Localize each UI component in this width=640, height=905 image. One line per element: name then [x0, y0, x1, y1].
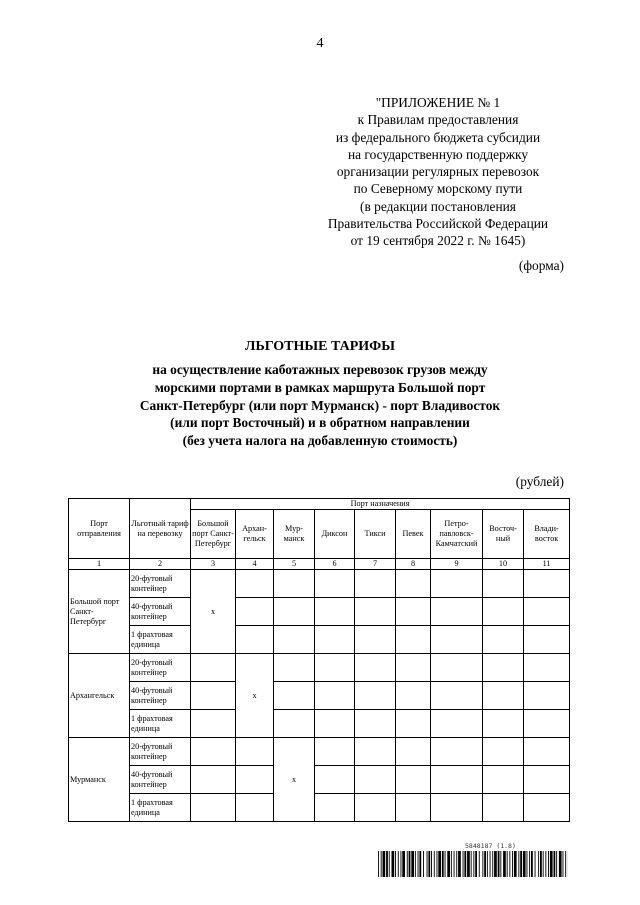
barcode-bar	[484, 851, 486, 877]
tariff-cell	[396, 794, 431, 822]
tariff-cell	[524, 654, 570, 682]
tariff-cell	[355, 766, 396, 794]
barcode-bar	[563, 851, 564, 877]
tariff-cell	[483, 654, 524, 682]
tariff-cell	[483, 738, 524, 766]
tariff-cell	[315, 654, 355, 682]
cross-mark: x	[236, 654, 274, 738]
table-row	[69, 598, 570, 626]
barcode-bar	[411, 851, 414, 877]
cargo-type-cell: 20-футовый контейнер	[130, 570, 191, 598]
table-row	[69, 794, 570, 822]
column-number: 3	[191, 559, 236, 570]
column-number: 7	[355, 559, 396, 570]
tariff-cell	[483, 682, 524, 710]
cargo-type-cell: 20-футовый контейнер	[130, 738, 191, 766]
barcode-bar	[423, 851, 424, 877]
tariff-cell	[396, 738, 431, 766]
tariff-cell	[483, 598, 524, 626]
tariff-cell	[315, 766, 355, 794]
barcode-bar	[556, 851, 557, 877]
barcode-bar	[427, 851, 428, 877]
tariff-cell	[191, 766, 236, 794]
tariff-cell	[431, 682, 483, 710]
barcode-bar	[554, 851, 556, 877]
tariff-cell	[315, 794, 355, 822]
departure-port-cell: Большой порт Санкт-Петербург	[69, 570, 130, 654]
tariff-cell	[524, 766, 570, 794]
barcode-bar	[559, 851, 562, 877]
tariff-cell	[355, 570, 396, 598]
document-subtitle	[60, 361, 580, 450]
header-tariff: Льготный тариф на перевозку	[130, 499, 191, 559]
tariff-cell	[191, 794, 236, 822]
departure-port-cell: Мурманск	[69, 738, 130, 822]
barcode-bar	[438, 851, 441, 877]
table-row	[69, 766, 570, 794]
tariff-cell	[236, 738, 274, 766]
barcode-bar	[531, 851, 533, 877]
barcode-bar	[381, 851, 382, 877]
tariff-cell	[431, 570, 483, 598]
appendix-line: по Северному морскому пути	[353, 181, 523, 197]
cargo-type-cell: 20-футовый контейнер	[130, 654, 191, 682]
barcode-bar	[543, 851, 544, 877]
barcode-bar	[471, 851, 472, 877]
tariff-cell	[396, 766, 431, 794]
column-number: 4	[236, 559, 274, 570]
barcode-bar	[407, 851, 408, 877]
header-destination-port: Порт назначения	[191, 499, 570, 510]
column-number: 5	[274, 559, 315, 570]
barcode-bar	[409, 851, 411, 877]
column-number: 2	[130, 559, 191, 570]
table-row	[69, 682, 570, 710]
barcode-caption: 5848187 (1.8)	[465, 842, 516, 850]
barcode	[378, 851, 568, 877]
tariff-cell	[355, 654, 396, 682]
tariff-cell	[431, 626, 483, 654]
tariff-table	[68, 498, 570, 822]
table-row	[69, 710, 570, 738]
barcode-bar	[437, 851, 438, 877]
barcode-bar	[415, 851, 416, 877]
barcode-bar	[538, 851, 539, 877]
barcode-bar	[467, 851, 470, 877]
cargo-type-cell: 1 фрахтовая единица	[130, 710, 191, 738]
tariff-cell	[524, 570, 570, 598]
tariff-cell	[396, 682, 431, 710]
column-number: 1	[69, 559, 130, 570]
barcode-bar	[509, 851, 510, 877]
tariff-cell	[524, 794, 570, 822]
tariff-cell	[191, 682, 236, 710]
tariff-cell	[355, 794, 396, 822]
tariff-cell	[431, 766, 483, 794]
cross-mark: x	[191, 570, 236, 654]
barcode-bar	[507, 851, 508, 877]
barcode-bar	[565, 851, 566, 877]
barcode-bar	[482, 851, 483, 877]
barcode-bar	[458, 851, 461, 877]
barcode-bar	[454, 851, 455, 877]
tariff-cell	[483, 710, 524, 738]
barcode-bar	[473, 851, 474, 877]
tariff-cell	[396, 710, 431, 738]
barcode-bar	[392, 851, 395, 877]
tariff-cell	[191, 710, 236, 738]
barcode-bar	[500, 851, 501, 877]
cross-mark: x	[274, 738, 315, 822]
tariff-cell	[524, 710, 570, 738]
barcode-bar	[512, 851, 513, 877]
subtitle-line: (без учета налога на добавленную стоимость)	[182, 433, 458, 449]
tariff-cell	[274, 710, 315, 738]
tariff-cell	[315, 626, 355, 654]
appendix-line: к Правилам предоставления	[357, 112, 519, 128]
barcode-bar	[545, 851, 546, 877]
tariff-cell	[315, 710, 355, 738]
barcode-bar	[434, 851, 435, 877]
tariff-cell	[355, 626, 396, 654]
column-number: 11	[524, 559, 570, 570]
tariff-cell	[236, 598, 274, 626]
barcode-bar	[475, 851, 477, 877]
header-dest-arkhangelsk: Архан-гельск	[236, 510, 274, 559]
tariff-cell	[315, 738, 355, 766]
departure-port-cell: Архангельск	[69, 654, 130, 738]
header-dest-tiksi: Тикси	[355, 510, 396, 559]
column-number-row	[69, 559, 570, 570]
tariff-cell	[396, 598, 431, 626]
tariff-cell	[191, 738, 236, 766]
barcode-bar	[492, 851, 493, 877]
cargo-type-cell: 1 фрахтовая единица	[130, 626, 191, 654]
barcode-bar	[428, 851, 430, 877]
barcode-bar	[490, 851, 491, 877]
barcode-bar	[447, 851, 450, 877]
tariff-cell	[524, 738, 570, 766]
barcode-bar	[398, 851, 399, 877]
header-dest-murmansk: Мур-манск	[274, 510, 315, 559]
table-row	[69, 570, 570, 598]
tariff-cell	[355, 598, 396, 626]
tariff-cell	[236, 794, 274, 822]
tariff-cell	[524, 598, 570, 626]
appendix-header	[300, 94, 576, 250]
barcode-bar	[550, 851, 553, 877]
header-departure-port: Порт отправления	[69, 499, 130, 559]
tariff-cell	[191, 654, 236, 682]
table-row	[69, 654, 570, 682]
barcode-bar	[464, 851, 466, 877]
barcode-bar	[419, 851, 421, 877]
barcode-bar	[383, 851, 386, 877]
tariff-cell	[483, 794, 524, 822]
page-number: 4	[316, 36, 324, 51]
appendix-line: Правительства Российской Федерации	[327, 216, 549, 232]
barcode-bar	[548, 851, 549, 877]
barcode-bar	[431, 851, 432, 877]
barcode-bar	[494, 851, 497, 877]
tariff-cell	[274, 570, 315, 598]
table-row	[69, 738, 570, 766]
subtitle-line: на осуществление каботажных перевозок грузов между	[152, 362, 488, 377]
tariff-cell	[396, 654, 431, 682]
tariff-cell	[236, 766, 274, 794]
header-dest-dikson: Диксон	[315, 510, 355, 559]
barcode-bar	[378, 851, 379, 877]
tariff-cell	[483, 766, 524, 794]
tariff-cell	[524, 682, 570, 710]
barcode-bar	[418, 851, 419, 877]
appendix-line: организации регулярных перевозок	[336, 164, 540, 180]
barcode-bar	[463, 851, 464, 877]
tariff-cell	[274, 682, 315, 710]
currency-label: (рублей)	[515, 474, 564, 489]
appendix-line: (в редакции постановления	[360, 198, 516, 214]
header-dest-vladivostok: Влади-восток	[524, 510, 570, 559]
column-number: 9	[431, 559, 483, 570]
barcode-bar	[527, 851, 528, 877]
subtitle-line: морскими портами в рамках маршрута Большой порт	[154, 379, 486, 395]
cargo-type-cell: 40-футовый контейнер	[130, 598, 191, 626]
barcode-bar	[535, 851, 536, 877]
cargo-type-cell: 40-футовый контейнер	[130, 766, 191, 794]
barcode-bar	[523, 851, 526, 877]
cargo-type-cell: 40-футовый контейнер	[130, 682, 191, 710]
column-number: 10	[483, 559, 524, 570]
tariff-cell	[483, 626, 524, 654]
barcode-bar	[456, 851, 457, 877]
tariff-cell	[236, 626, 274, 654]
tariff-cell	[396, 626, 431, 654]
appendix-line: на государственную поддержку	[347, 146, 529, 162]
tariff-cell	[431, 794, 483, 822]
barcode-bar	[479, 851, 480, 877]
barcode-bar	[402, 851, 405, 877]
barcode-bar	[386, 851, 388, 877]
tariff-cell	[315, 682, 355, 710]
tariff-cell	[524, 626, 570, 654]
tariff-cell	[431, 710, 483, 738]
subtitle-line: (или порт Восточный) и в обратном направлении	[170, 415, 470, 431]
tariff-cell	[431, 598, 483, 626]
table-row	[69, 626, 570, 654]
tariff-cell	[355, 738, 396, 766]
barcode-bar	[445, 851, 446, 877]
header-dest-pevek: Певек	[396, 510, 431, 559]
appendix-line: "ПРИЛОЖЕНИЕ № 1	[375, 95, 501, 110]
document-title: ЛЬГОТНЫЕ ТАРИФЫ	[245, 339, 395, 354]
tariff-cell	[274, 598, 315, 626]
tariff-cell	[355, 710, 396, 738]
tariff-cell	[236, 570, 274, 598]
barcode-bar	[395, 851, 396, 877]
barcode-bar	[503, 851, 506, 877]
barcode-bar	[442, 851, 444, 877]
tariff-cell	[315, 570, 355, 598]
header-dest-spb: Большой порт Санкт-Петербург	[191, 510, 236, 559]
tariff-cell	[274, 626, 315, 654]
appendix-line: от 19 сентября 2022 г. № 1645)	[350, 233, 526, 249]
tariff-cell	[396, 570, 431, 598]
tariff-cell	[431, 738, 483, 766]
header-dest-vostochny: Восточ-ный	[483, 510, 524, 559]
barcode-bar	[389, 851, 390, 877]
tariff-cell	[315, 598, 355, 626]
tariff-cell	[431, 654, 483, 682]
barcode-bar	[487, 851, 488, 877]
form-label: (форма)	[518, 258, 564, 273]
barcode-bar	[401, 851, 402, 877]
column-number: 6	[315, 559, 355, 570]
tariff-cell	[355, 682, 396, 710]
barcode-bar	[514, 851, 517, 877]
tariff-cell	[483, 570, 524, 598]
barcode-bar	[451, 851, 452, 877]
subtitle-line: Санкт-Петербург (или порт Мурманск) - порт Владивосток	[139, 397, 501, 413]
column-number: 8	[396, 559, 431, 570]
tariff-cell	[274, 654, 315, 682]
appendix-line: из федерального бюджета субсидии	[335, 129, 541, 145]
barcode-bar	[518, 851, 519, 877]
barcode-bar	[520, 851, 522, 877]
barcode-bar	[529, 851, 530, 877]
barcode-bar	[540, 851, 542, 877]
cargo-type-cell: 1 фрахтовая единица	[130, 794, 191, 822]
barcode-bar	[498, 851, 500, 877]
header-dest-petropavlovsk: Петро-павловск-Камчатский	[431, 510, 483, 559]
